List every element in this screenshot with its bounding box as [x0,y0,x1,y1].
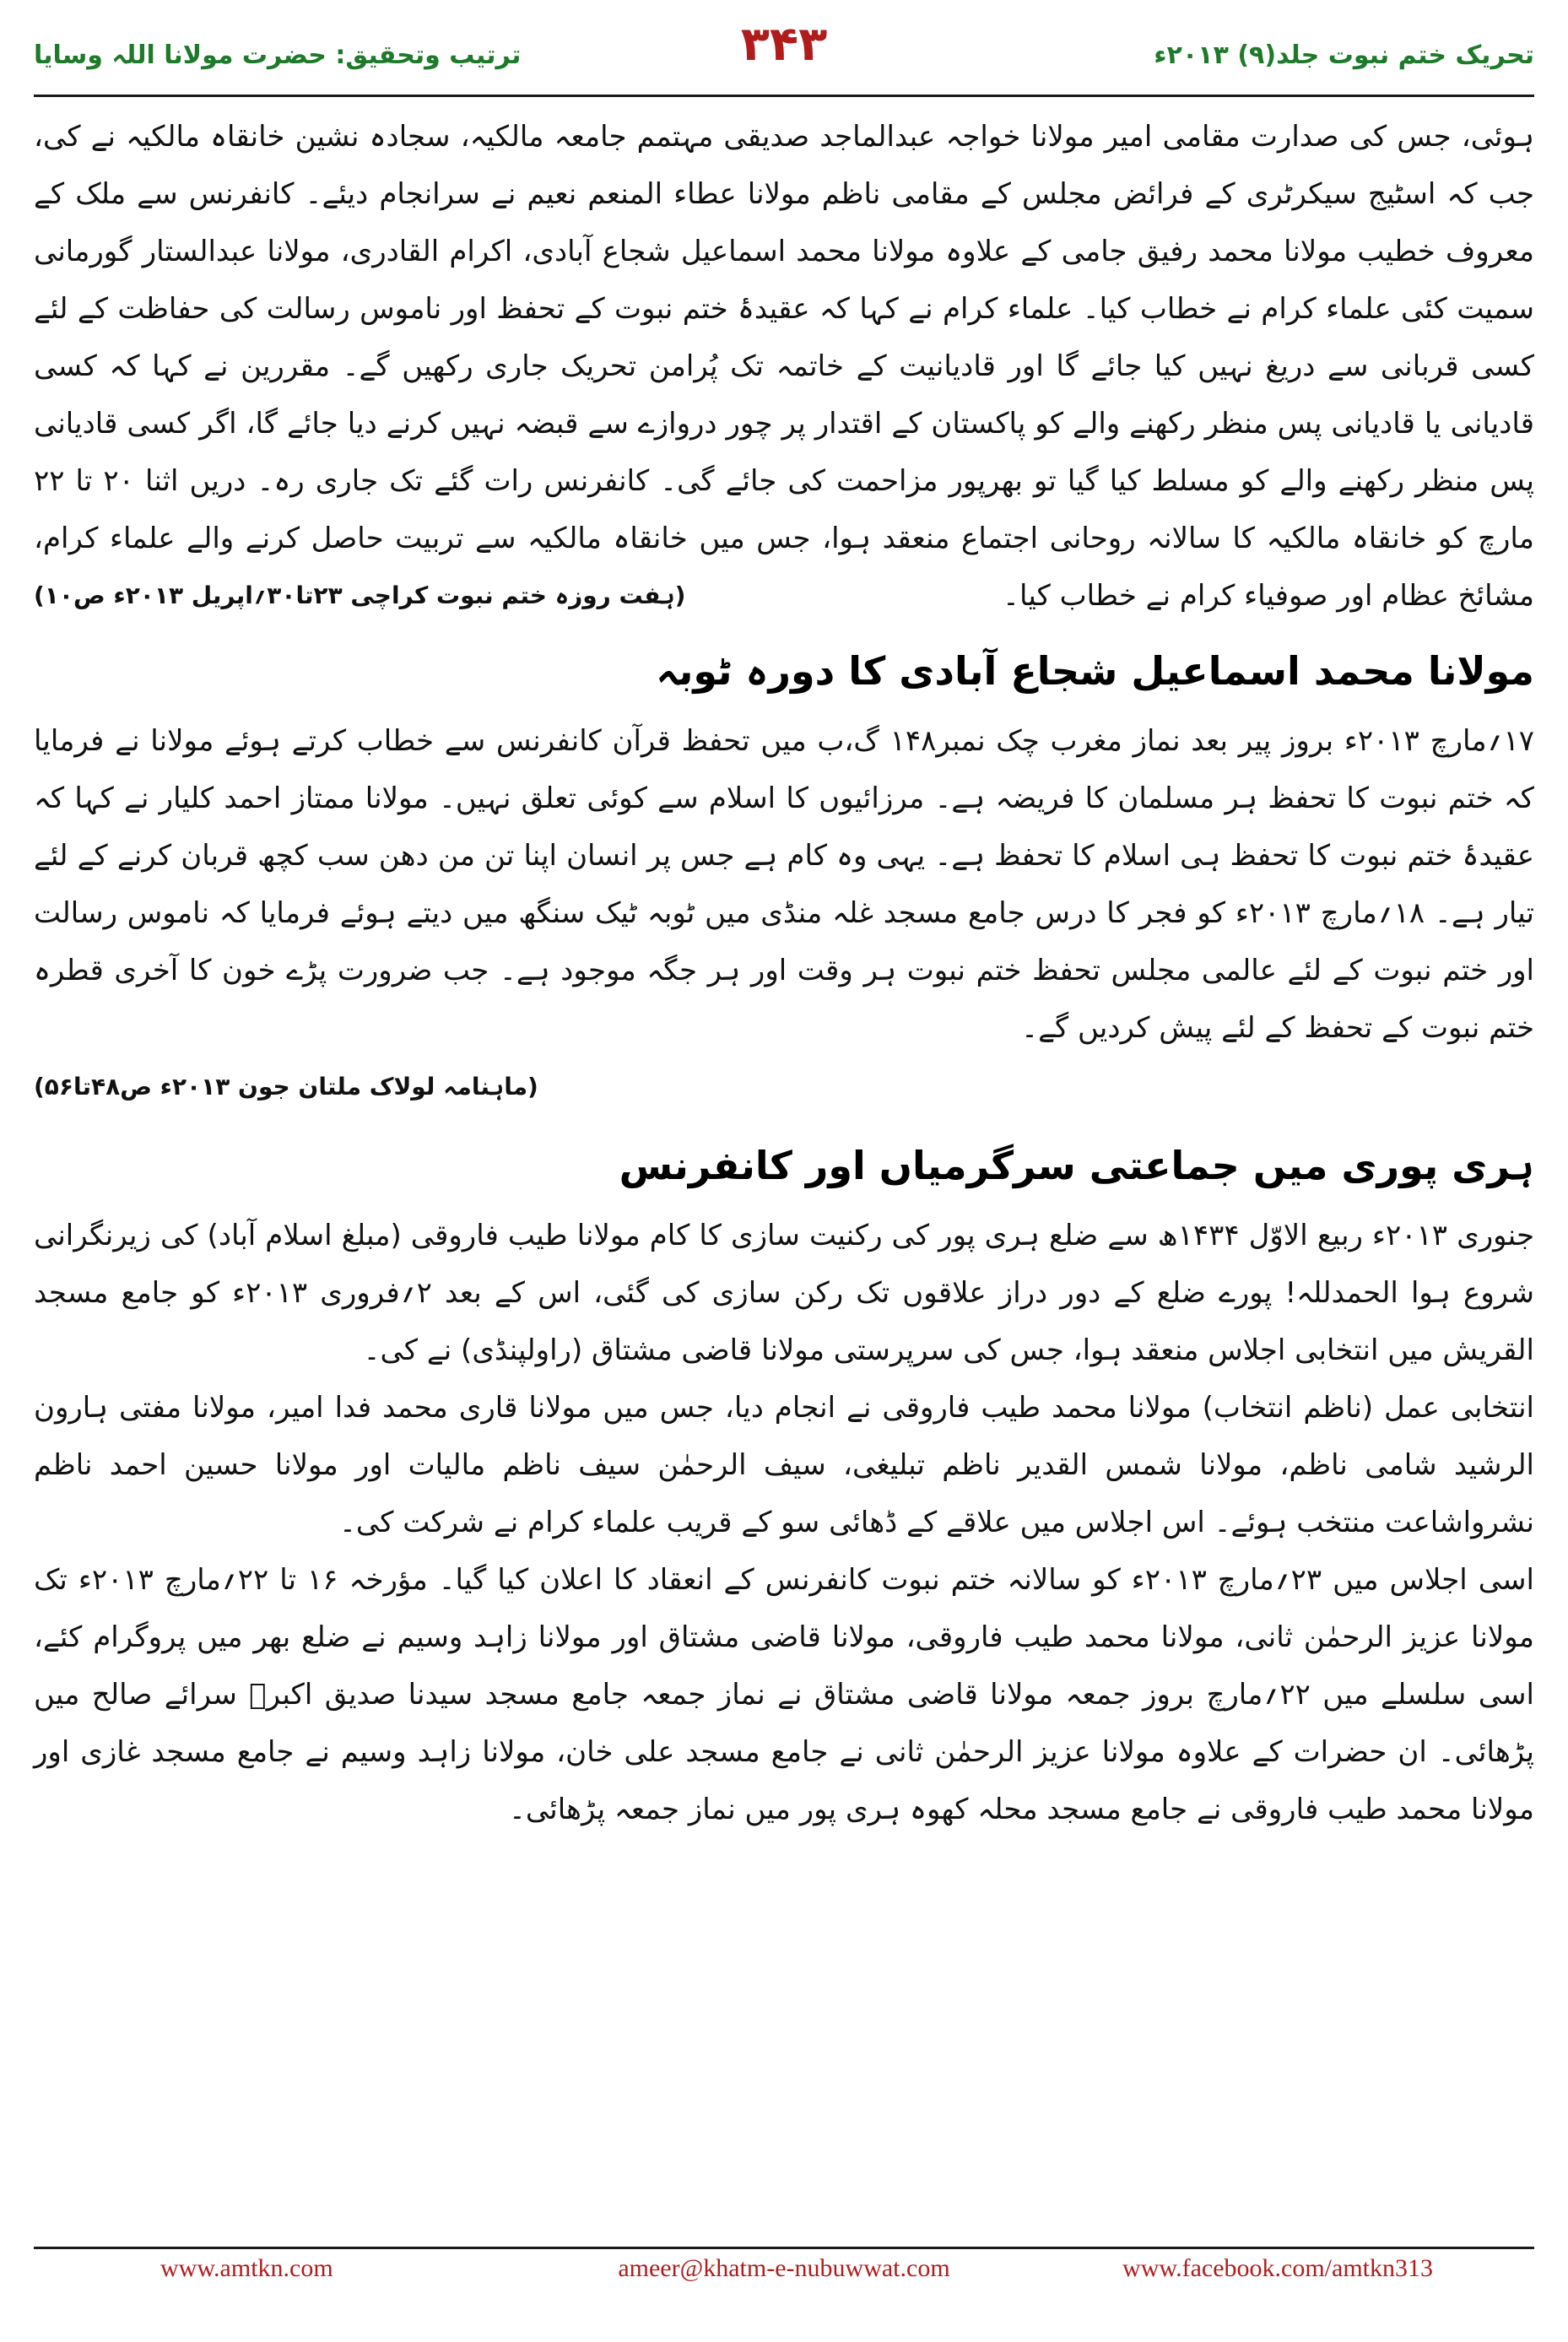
footer-divider [34,2247,1534,2249]
section-haripur-paragraph-2: انتخابی عمل (ناظم انتخاب) مولانا محمد طیب فاروقی نے انجام دیا، جس میں مولانا قاری محمد فدا امیر، مولانا مفتی ہارون الرشید شامی ناظم، مولانا شمس القدیر ناظم تبلیغی، سیف الرحمٰن سیف ناظم مالیات اور مولانا حسین احمد ناظم نشرواشاعت منتخب ہوئے۔ اس اجلاس میں علاقے کے ڈھائی سو کے قریب علماء کرام نے شرکت کی۔ [34,1391,1534,1539]
section-haripur-paragraph-1: جنوری ۲۰۱۳ء ربیع الاوّل ۱۴۳۴ھ سے ضلع ہری پور کی رکنیت سازی کا کام مولانا طیب فاروقی (مبلغ اسلام آباد) کی زیرنگرانی شروع ہوا الحمدللہ! پورے ضلع کے دور دراز علاقوں تک رکن سازی کی گئی، اس کے بعد ۲؍فروری ۲۰۱۳ء کو جامع مسجد القریش میں انتخابی اجلاس منعقد ہوا، جس کی سرپرستی مولانا قاضی مشتاق (راولپنڈی) نے کی۔ [34,1219,1535,1367]
intro-paragraph-text: ہوئی، جس کی صدارت مقامی امیر مولانا خواجہ عبدالماجد صدیقی مہتمم جامعہ مالکیہ، سجادہ نشین خانقاہ مالکیہ نے کی، جب کہ اسٹیج سیکرٹری کے فرائض مجلس کے مقامی ناظم مولانا عطاء المنعم نعیم نے سرانجام دیئے۔ کانفرنس سے ملک کے معروف خطیب مولانا محمد رفیق جامی کے علاوہ مولانا محمد اسماعیل شجاع آبادی، اکرام القادری، مولانا عبدالستار گورمانی سمیت کئی علماء کرام نے خطاب کیا۔ علماء کرام نے کہا کہ عقیدۂ ختم نبوت کے تحفظ اور ناموس رسالت کی حفاظت کے لئے کسی قربانی سے دریغ نہیں کیا جائے گا اور قادیانیت کے خاتمہ تک پُرامن تحریک جاری رکھیں گے۔ مقررین نے کہا کہ کسی قادیانی یا قادیانی پس منظر رکھنے والے کو پاکستان کے اقتدار پر چور دروازے سے قبضہ نہیں کرنے دیا جائے گا، اگر کسی قادیانی پس منظر رکھنے والے کو مسلط کیا گیا تو بھرپور مزاحمت کی جائے گی۔ کانفرنس رات گئے تک جاری رہ۔ دریں اثنا ۲۰ تا ۲۲ مارچ کو خانقاہ مالکیہ کا سالانہ روحانی اجتماع منعقد ہوا، جس میں خانقاہ مالکیہ سے تربیت حاصل کرنے والے علماء کرام، مشائخ عظام اور صوفیاء کرام نے خطاب کیا۔ [34,120,1534,613]
section-toba-citation: (ماہنامہ لولاک ملتان جون ۲۰۱۳ء ص۴۸تا۵۶) [34,1073,538,1101]
compiler-credit: ترتیب وتحقیق: حضرت مولانا اللہ وسایا [34,41,522,70]
email-link[interactable]: ameer@khatm-e-nubuwwat.com [618,2254,950,2282]
intro-citation: (ہفت روزہ ختم نبوت کراچی ۲۳تا۳۰؍اپریل ۲۰۱۳ء ص۱۰) [34,581,686,609]
page-body [34,108,1534,2215]
page-footer [34,2254,1534,2291]
section-toba-paragraph: ۱۷؍مارچ ۲۰۱۳ء بروز پیر بعد نماز مغرب چک نمبر۱۴۸ گ،ب میں تحفظ قرآن کانفرنس سے خطاب کرتے ہوئے مولانا نے فرمایا کہ ختم نبوت کا تحفظ ہر مسلمان کا فریضہ ہے۔ مرزائیوں کا اسلام سے کوئی تعلق نہیں۔ مولانا ممتاز احمد کلیار نے کہا کہ عقیدۂ ختم نبوت کا تحفظ ہی اسلام کا تحفظ ہے۔ یہی وہ کام ہے جس پر انسان اپنا تن من دھن سب کچھ قربان کرنے کے لئے تیار ہے۔ ۱۸؍مارچ ۲۰۱۳ء کو فجر کا درس جامع مسجد غلہ منڈی میں ٹوبہ ٹیک سنگھ میں دیتے ہوئے فرمایا کہ ناموس رسالت اور ختم نبوت کے لئے عالمی مجلس تحفظ ختم نبوت ہر وقت اور ہر جگہ موجود ہے۔ جب ضرورت پڑے خون کا آخری قطرہ ختم نبوت کے تحفظ کے لئے پیش کردیں گے۔ [34,724,1535,1045]
page-number: ۳۴۳ [740,17,828,72]
intro-paragraph [34,108,1534,625]
website-link[interactable]: www.amtkn.com [160,2254,333,2282]
section-title-toba-visit: مولانا محمد اسماعیل شجاع آبادی کا دورہ ٹوبہ [656,648,1534,694]
page-header [34,15,1534,91]
section-haripur-paragraph-3: اسی اجلاس میں ۲۳؍مارچ ۲۰۱۳ء کو سالانہ ختم نبوت کانفرنس کے انعقاد کا اعلان کیا گیا۔ مؤرخہ ۱۶ تا ۲۲؍مارچ ۲۰۱۳ء تک مولانا عزیز الرحمٰن ثانی، مولانا محمد طیب فاروقی، مولانا قاضی مشتاق اور مولانا زاہد وسیم نے ضلع بھر میں پروگرام کئے، اسی سلسلے میں ۲۲؍مارچ بروز جمعہ مولانا قاضی مشتاق نے نماز جمعہ جامع مسجد سیدنا صدیق اکبرؓ سرائے صالح میں پڑھائی۔ ان حضرات کے علاوہ مولانا عزیز الرحمٰن ثانی نے جامع مسجد علی خان، مولانا زاہد وسیم نے جامع مسجد غازی اور مولانا محمد طیب فاروقی نے جامع مسجد محلہ کھوہ ہری پور میں نماز جمعہ پڑھائی۔ [34,1563,1534,1826]
book-title: تحریک ختم نبوت جلد(۹) ۲۰۱۳ء [1154,41,1534,70]
header-divider [34,95,1534,97]
section-title-haripur: ہری پوری میں جماعتی سرگرمیاں اور کانفرنس [619,1143,1534,1188]
facebook-link[interactable]: www.facebook.com/amtkn313 [1122,2254,1433,2282]
